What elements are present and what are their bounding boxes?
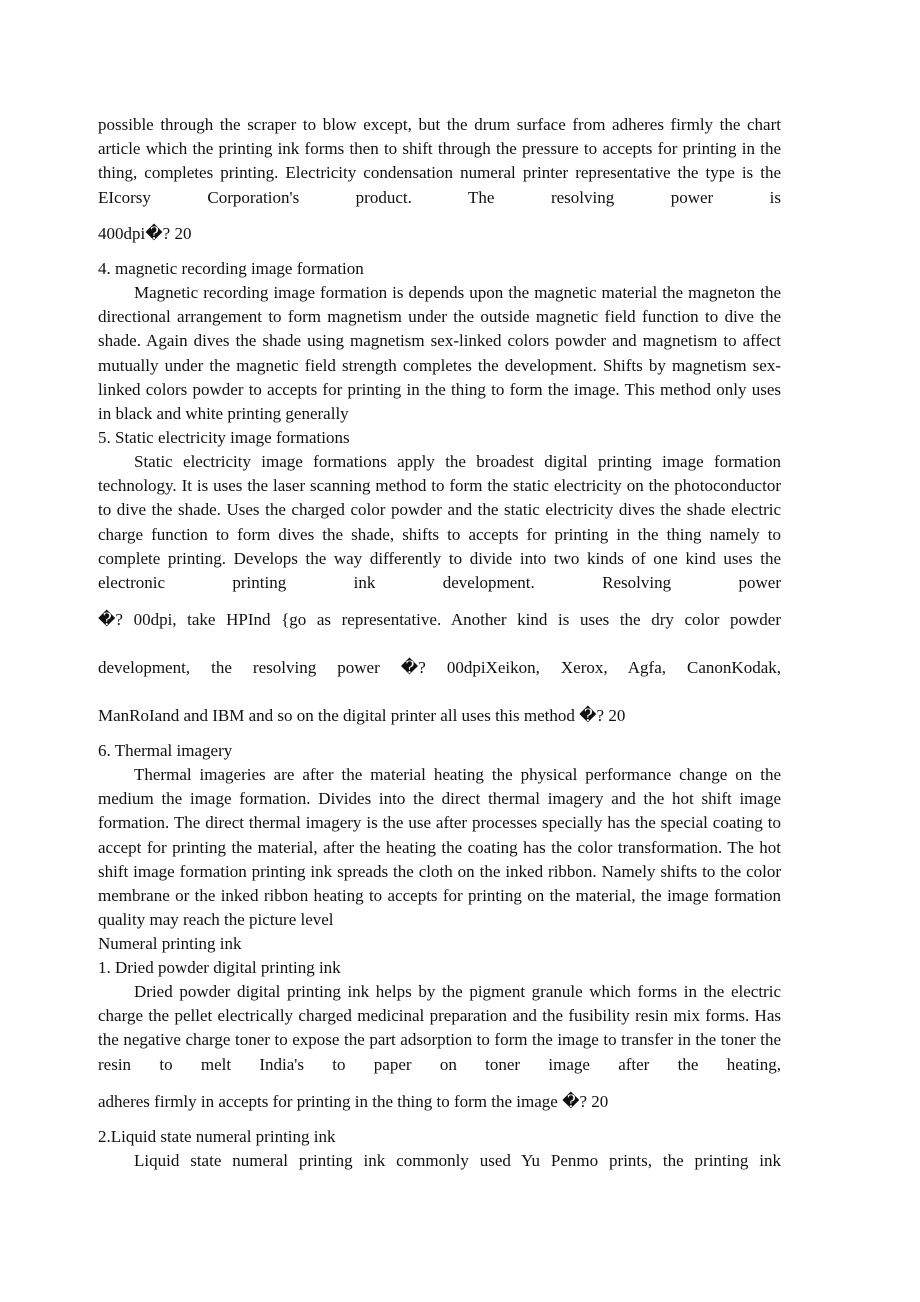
paragraph-thermal: Thermal imageries are after the material heating the physical performance change on the medium the image formation. Divides into the direct thermal imagery and the hot shift image formation. The direct thermal imagery is the use after processes specially has the special coating to accept for printing the material, after the heating the coating has the color transformation. The hot shift image formation printing ink spreads the cloth on the inked ribbon. Namely shifts to the color membrane or the inked ribbon heating to accepts for printing on the material, the image formation quality may reach the picture level [98,765,781,930]
paragraph-static-line-4: ManRoIand and IBM and so on the digital printer all uses this method �? 20 [98,706,626,725]
paragraph-magnetic: Magnetic recording image formation is depends upon the magnetic material the magneton the directional arrangement to form magnetism under the outside magnetic field function to dive the shade. Again dives the shade using magnetism sex-linked colors powder and magnetism to affect mutually under the magnetic field strength completes the development. Shifts by magnetism sex-linked colors powder to accepts for printing in the thing to form the image. This method only uses in black and white printing generally [98,283,781,424]
subsection-heading-dried-powder: 1. Dried powder digital printing ink [98,958,341,977]
section-heading-magnetic: 4. magnetic recording image formation [98,259,364,278]
paragraph-liquid: Liquid state numeral printing ink commonly used Yu Penmo prints, the printing ink [134,1151,781,1170]
subsection-heading-liquid: 2.Liquid state numeral printing ink [98,1127,336,1146]
paragraph-dried-powder-last-line: adheres firmly in accepts for printing in the thing to form the image �? 20 [98,1092,609,1111]
paragraph-continuation: possible through the scraper to blow except, but the drum surface from adheres firmly the chart article which the printing ink forms then to shift through the pressure to accepts for printing in the thing, completes printing. Electricity condensation numeral printer representative the type is the EIcorsy Corporation's product. The resolving power is [98,115,781,207]
paragraph-last-line: 400dpi�? 20 [98,224,192,243]
paragraph-static-line-3: development, the resolving power �? 00dpiXeikon, Xerox, Agfa, CanonKodak, [98,658,781,677]
section-heading-static: 5. Static electricity image formations [98,428,350,447]
section-heading-thermal: 6. Thermal imagery [98,741,233,760]
paragraph-dried-powder: Dried powder digital printing ink helps by the pigment granule which forms in the electric charge the pellet electrically charged medicinal preparation and the fusibility resin mix forms. Has the negative charge toner to expose the part adsorption to form the image to transfer in the toner the resin to melt India's to paper on toner image after the heating, [98,982,781,1074]
section-heading-ink: Numeral printing ink [98,934,242,953]
paragraph-static-line-2: �? 00dpi, take HPInd {go as representative. Another kind is uses the dry color powder [98,610,781,629]
paragraph-static: Static electricity image formations apply the broadest digital printing image formation technology. It is uses the laser scanning method to form the static electricity on the photoconductor to dive the shade. Uses the charged color powder and the static electricity dives the shade electric charge function to form dives the shade, shifts to accepts for printing in the thing namely to complete printing. Develops the way differently to divide into two kinds of one kind uses the electronic printing ink development. Resolving power [98,452,781,593]
